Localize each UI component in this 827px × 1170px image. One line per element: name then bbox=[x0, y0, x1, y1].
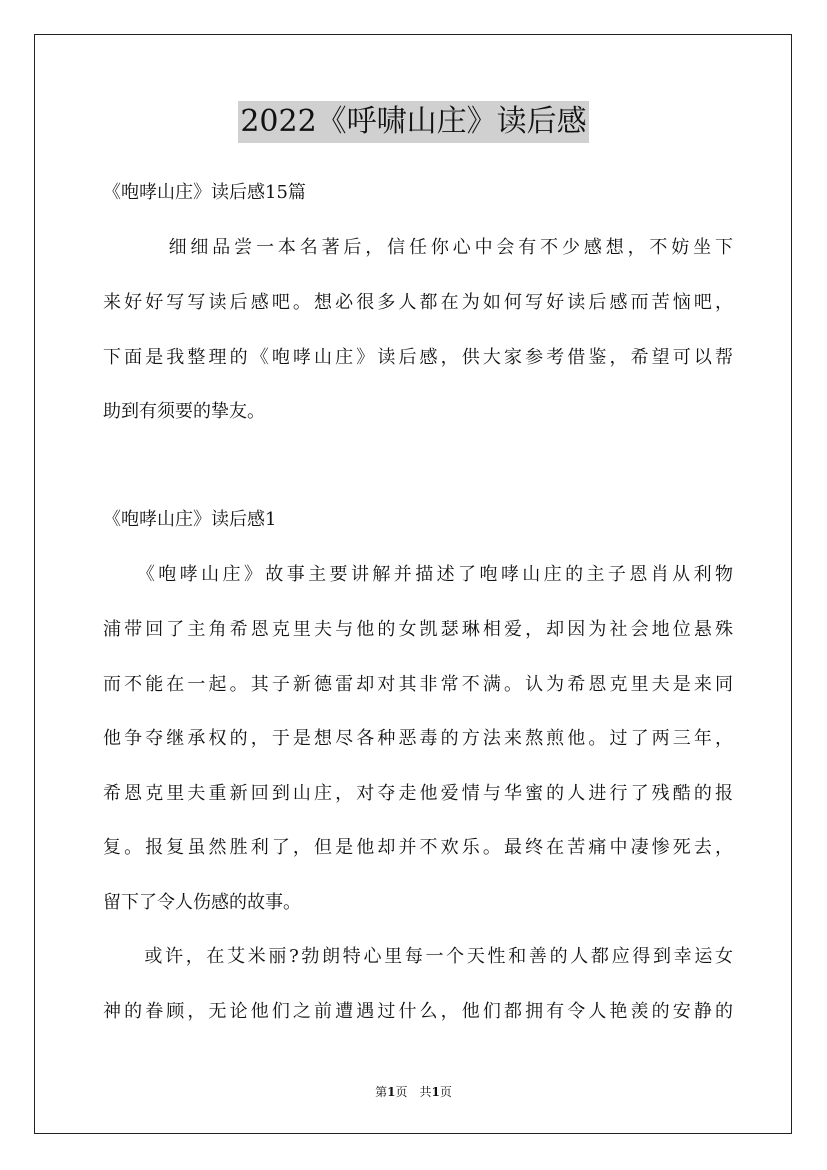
footer-page-current: 1 bbox=[387, 1085, 396, 1099]
footer-prefix: 第 bbox=[375, 1085, 388, 1099]
intro-line: 下面是我整理的《咆哮山庄》读后感，供大家参考借鉴，希望可以帮 bbox=[103, 347, 733, 368]
body-line: 神的眷顾，无论他们之前遭遇过什么，他们都拥有令人艳羡的安静的 bbox=[103, 1001, 733, 1022]
footer-page-total: 1 bbox=[431, 1085, 440, 1099]
body-line: 浦带回了主角希恩克里夫与他的女凯瑟琳相爱，却因为社会地位悬殊 bbox=[103, 619, 733, 640]
body-line: 希恩克里夫重新回到山庄，对夺走他爱情与华蜜的人进行了残酷的报 bbox=[103, 783, 733, 804]
intro-line: 来好好写写读后感吧。想必很多人都在为如何写好读后感而苦恼吧， bbox=[103, 292, 733, 313]
page-footer bbox=[0, 1084, 827, 1100]
body-line: 《咆哮山庄》故事主要讲解并描述了咆哮山庄的主子恩肖从利物 bbox=[103, 564, 733, 585]
subtitle: 《咆哮山庄》读后感15篇 bbox=[103, 182, 306, 203]
footer-mid: 页 共 bbox=[395, 1085, 432, 1099]
title-container bbox=[0, 101, 827, 143]
document-title: 2022《呼啸山庄》读后感 bbox=[238, 101, 588, 143]
body-line: 而不能在一起。其子新德雷却对其非常不满。认为希恩克里夫是来同 bbox=[103, 674, 733, 695]
body-line: 留下了令人伤感的故事。 bbox=[103, 892, 301, 913]
footer-suffix: 页 bbox=[439, 1085, 452, 1099]
intro-line: 细细品尝一本名著后，信任你心中会有不少感想，不妨坐下 bbox=[103, 237, 733, 258]
intro-line: 助到有须要的挚友。 bbox=[103, 401, 265, 422]
body-line: 他争夺继承权的，于是想尽各种恶毒的方法来熬煎他。过了两三年， bbox=[103, 728, 733, 749]
body-line: 或许，在艾米丽?勃朗特心里每一个天性和善的人都应得到幸运女 bbox=[103, 946, 733, 967]
body-line: 复。报复虽然胜利了，但是他却并不欢乐。最终在苦痛中凄惨死去， bbox=[103, 837, 733, 858]
section-heading: 《咆哮山庄》读后感1 bbox=[103, 509, 277, 530]
